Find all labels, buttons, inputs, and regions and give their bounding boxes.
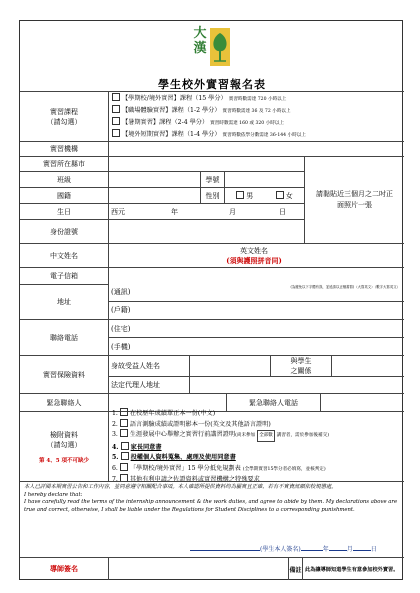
beneficiary-row	[109, 356, 404, 376]
documents-row	[20, 409, 404, 484]
birthday-input[interactable]	[108, 204, 304, 219]
english-name-label: 英文姓名	[240, 246, 268, 255]
document-text: 投權個人資料蒐集、處理及使用同意書	[130, 454, 236, 462]
program-option-name: 【暑期實習】課程（2-4 學分）	[122, 118, 209, 126]
document-num: 7.	[112, 476, 118, 484]
checkbox[interactable]	[112, 105, 120, 113]
phone-row	[20, 319, 404, 355]
student-id-label: 學號	[200, 172, 224, 187]
document-tail: (全學期實習15學分者必填寫，並核判定)	[242, 466, 326, 472]
program-option-1[interactable]	[112, 93, 286, 105]
nationality-input[interactable]	[108, 188, 200, 203]
address-home-input[interactable]	[109, 301, 404, 319]
address-mail-input[interactable]	[109, 284, 404, 301]
program-row	[20, 91, 404, 141]
tree-icon	[209, 27, 231, 67]
program-option-note: 實習時數需達 36 及 72 小時以上	[222, 108, 291, 114]
student-id-input[interactable]	[224, 172, 304, 187]
program-option-note: 實習時數需達 160 或 320 小時以上	[210, 120, 285, 126]
chinese-name-label: 中文姓名	[50, 251, 78, 260]
program-options	[108, 92, 404, 141]
document-item-6[interactable]	[112, 463, 326, 475]
checkbox[interactable]	[121, 442, 129, 450]
checkbox[interactable]	[112, 129, 120, 137]
phone-home-label: (住宅)	[111, 324, 131, 333]
logo-text-bottom: 漢	[193, 41, 207, 56]
sign-month: 月	[346, 546, 353, 553]
email-label: 電子信箱	[50, 272, 78, 280]
era-label: 西元	[111, 207, 125, 216]
program-label-2: （請勾選）	[46, 117, 82, 126]
document-num: 2.	[112, 420, 118, 428]
checkbox[interactable]	[120, 429, 128, 437]
sign-day: 日	[370, 546, 377, 553]
gender-options	[224, 188, 304, 203]
program-option-4[interactable]	[112, 129, 306, 141]
document-item-4[interactable]	[112, 442, 162, 453]
id-label: 身份證號	[50, 227, 78, 236]
remark-label: 備註	[288, 558, 302, 580]
relation-label-1: 與學生	[290, 357, 312, 366]
female-label: 女	[285, 191, 293, 200]
checkbox[interactable]	[112, 93, 120, 101]
program-option-name: 【境外短期實習】課程（1-4 學分）	[122, 130, 221, 138]
document-text: 家長同意書	[130, 443, 162, 451]
photo-instruction: 請黏貼近三個月之二吋正面照片一張	[316, 190, 393, 209]
insurance-label: 實習保險資料	[43, 370, 85, 379]
document-text: 「學期校/境外實習」15 學分抵免規劃表	[129, 464, 241, 472]
logo-text-top: 大	[193, 26, 207, 41]
document-num: 4.	[112, 443, 119, 451]
document-item-3[interactable]	[112, 429, 329, 442]
declaration	[20, 481, 404, 557]
phone-home-input[interactable]	[109, 320, 404, 337]
addr-home-label: (戶籍)	[111, 306, 131, 315]
class-row	[20, 171, 304, 187]
id-row	[20, 219, 304, 243]
phone-label: 聯絡電話	[50, 333, 78, 342]
document-text: 生涯發展中心舉辦之實習行前講習證明	[129, 431, 236, 439]
checkbox[interactable]	[121, 452, 129, 460]
checkbox[interactable]	[112, 117, 120, 125]
year-label: 年	[171, 207, 178, 216]
gender-female-option[interactable]	[276, 191, 293, 201]
advisor-label: 導師簽名	[50, 564, 78, 573]
english-name-label-box	[226, 244, 282, 267]
relation-label-box	[270, 356, 331, 376]
declaration-zh: 本人已詳閱本期實習公告和工作內容，並同意遵守相關配合事項。本人確認所提供資料均為屬實且正確，若有不實資訊願依校規懲處。	[24, 484, 337, 490]
checkbox[interactable]	[236, 191, 244, 199]
document-text: 在校歷年成績單正本一份(中文)	[129, 409, 216, 417]
class-input[interactable]	[108, 172, 200, 187]
email-row	[20, 267, 404, 284]
document-item-5[interactable]	[112, 452, 236, 463]
program-label	[20, 92, 108, 141]
emergency-phone-input[interactable]	[320, 394, 404, 411]
advisor-sign-input[interactable]	[108, 558, 288, 580]
program-option-2[interactable]	[112, 105, 291, 117]
declaration-en-1: I hereby declare that:	[24, 491, 83, 498]
guardian-label: 法定代理人地址	[111, 381, 160, 390]
program-label-1: 實習課程	[50, 107, 78, 116]
document-stamp: 全部數	[257, 430, 275, 442]
document-num: 1.	[112, 409, 118, 417]
emergency-phone-label: 緊急聯絡人電話	[226, 394, 320, 411]
documents-list	[108, 409, 404, 484]
guardian-row	[109, 376, 404, 393]
email-note: (為避免以下字體有誤，並延請以正楷書寫)（大寫英文）（數字大寫英文）	[290, 285, 400, 289]
program-option-note: 實習時數依學分數需達 36-144 小時以上	[222, 132, 306, 138]
document-num: 5.	[112, 454, 119, 462]
name-row	[20, 243, 404, 267]
document-tail: 講習者，需於參加後補交)	[276, 433, 329, 439]
documents-required-note: 第 4、5 項不可缺少	[39, 457, 89, 464]
document-num: 6.	[112, 464, 118, 472]
emergency-contact-label: 緊急聯絡人	[46, 398, 82, 407]
address-row	[20, 284, 404, 319]
english-name-input[interactable]	[282, 244, 404, 267]
application-form	[19, 20, 403, 580]
documents-label-1: 檢附資料	[50, 430, 78, 439]
birthday-row	[20, 203, 304, 219]
org-row	[20, 141, 404, 156]
documents-label	[20, 412, 108, 481]
sign-year: 年	[322, 546, 329, 553]
document-pre: (尚未參加	[235, 433, 256, 439]
document-item-1[interactable]	[112, 408, 215, 419]
checkbox[interactable]	[120, 408, 128, 416]
program-option-name: 【職場體驗實習】課程（1-2 學分）	[122, 106, 221, 114]
relation-input[interactable]	[331, 356, 404, 376]
program-option-name: 【學期校/境外實習】課程（15 學分）	[122, 94, 227, 102]
month-label: 月	[229, 207, 236, 216]
addr-mail-label: (通訊)	[111, 288, 131, 297]
document-text: 語言測驗成績或證明影本一份(英文及其他語言證明)	[129, 420, 271, 428]
org-input[interactable]	[108, 142, 404, 156]
photo-area[interactable]	[304, 156, 404, 243]
relation-label-2: 之關係	[290, 367, 312, 376]
checkbox[interactable]	[276, 191, 284, 199]
insurance-inputs	[108, 356, 404, 393]
school-logo	[20, 24, 404, 74]
guardian-input[interactable]	[189, 377, 404, 393]
english-name-note: (須與護照拼音同)	[226, 255, 282, 265]
program-option-3[interactable]	[112, 117, 284, 129]
address-label: 地址	[20, 284, 108, 319]
form-title: 學生校外實習報名表	[158, 78, 266, 91]
document-text: 其他有利申請之佐證資料或實習機構之特殊要求	[129, 476, 260, 484]
nationality-row	[20, 187, 304, 203]
phone-inputs	[108, 320, 404, 355]
beneficiary-label: 身故受益人姓名	[111, 362, 160, 371]
checkbox[interactable]	[120, 419, 128, 427]
birthday-label: 生日	[57, 207, 71, 216]
document-item-2[interactable]	[112, 419, 271, 430]
gender-male-option[interactable]	[236, 191, 253, 201]
remark-text: 此為讓導師知道學生有意參加校外實習。	[302, 558, 404, 580]
org-label: 實習機構	[50, 145, 78, 153]
insurance-row	[20, 355, 404, 393]
chinese-name-input[interactable]	[108, 244, 226, 267]
phone-mobile-label: (手機)	[111, 342, 131, 351]
phone-mobile-input[interactable]	[109, 337, 404, 355]
gender-label: 性別	[200, 188, 224, 203]
id-input[interactable]	[108, 220, 304, 243]
advisor-row	[20, 557, 404, 580]
male-label: 男	[246, 191, 254, 200]
nationality-label: 國籍	[57, 191, 71, 200]
class-label: 班級	[57, 175, 71, 184]
checkbox[interactable]	[120, 463, 128, 471]
email-input[interactable]	[108, 268, 404, 284]
declaration-en-2: I have carefully read the terms of the internship announcement & the work duties, and agree to abide by them. My declarations above are true and correct, otherwise, I shall be liable under the Regulations for Student Disciplines to a corresponding punishment.	[24, 499, 398, 513]
signature-line[interactable]	[190, 546, 377, 554]
day-label: 日	[279, 207, 286, 216]
documents-label-2: （請勾選）	[46, 440, 82, 449]
beneficiary-input[interactable]	[189, 356, 270, 376]
document-num: 3.	[112, 431, 118, 439]
student-sign-label: (學生本人簽名)	[260, 546, 301, 553]
program-option-note: 實習時數需達 720 小時以上	[228, 96, 287, 102]
address-inputs	[108, 284, 404, 319]
city-label: 實習所在縣市	[43, 160, 85, 168]
